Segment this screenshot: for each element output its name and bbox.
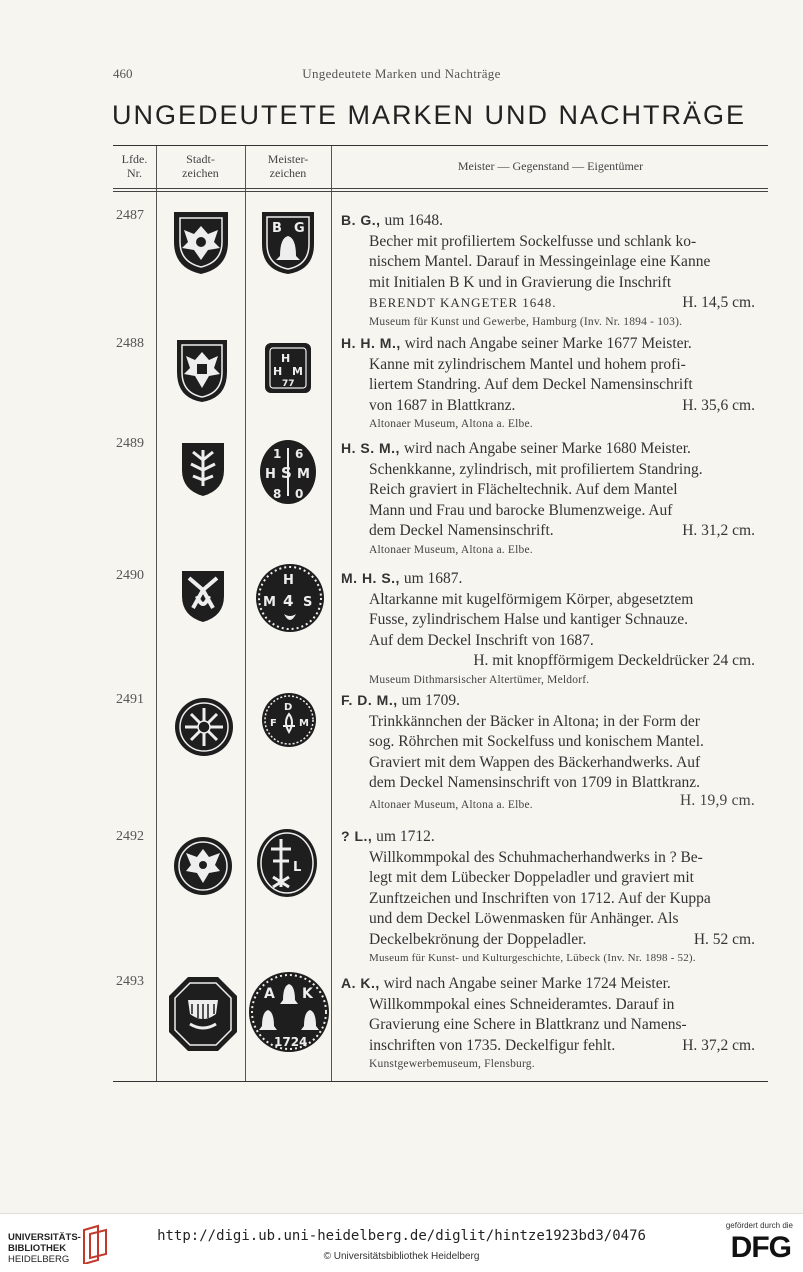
entry-number: 2490 [116, 568, 144, 583]
description-line: Reich graviert in Flächeltechnik. Auf dem Mantel [369, 481, 678, 498]
description-line: sog. Röhrchen mit Sockelfuss und konischem Mantel. [369, 733, 704, 750]
entry-date: um 1712. [372, 828, 435, 845]
entry-number: 2492 [116, 829, 144, 844]
dfg-note: gefördert durch die [725, 1221, 793, 1230]
header-master-line1: Meister- [267, 152, 309, 166]
entry-date: um 1687. [399, 570, 463, 587]
entry-number: 2491 [116, 692, 144, 707]
description-line: nischem Mantel. Darauf in Messingeinlage eine Kanne [369, 253, 711, 270]
column-divider [156, 146, 157, 1081]
svg-text:8: 8 [273, 487, 282, 501]
inscription: BERENDT KANGETER 1648. [369, 295, 557, 310]
entry-description [341, 973, 755, 1072]
master-initials: H. S. M., [341, 440, 400, 456]
svg-text:S: S [281, 464, 292, 482]
header-description: Meister — Gegenstand — Eigentümer [457, 159, 644, 173]
running-head [0, 62, 803, 86]
header-rule [113, 191, 768, 192]
description-line: Gravierung eine Schere in Blattkranz und Namens- [369, 1016, 687, 1033]
city-mark-eagle-round-icon [172, 835, 234, 897]
description-line: liertem Standring. Auf dem Deckel Namensinschrift [369, 376, 693, 393]
city-mark-eagle-icon [173, 336, 231, 404]
column-divider [331, 146, 332, 1081]
master-initials: ? L., [341, 828, 373, 844]
header-master-mark [245, 152, 331, 180]
height: H. 14,5 cm. [682, 294, 755, 311]
owner: Altonaer Museum, Altona a. Elbe. [369, 543, 533, 556]
entry-date: um 1709. [397, 692, 461, 709]
height: H. 35,6 cm. [682, 396, 755, 414]
entry-number: 2493 [116, 974, 144, 989]
header-city-mark [156, 152, 245, 180]
master-mark-hms-icon [253, 562, 327, 634]
marks-table [113, 145, 768, 1082]
entry-number: 2487 [116, 208, 144, 223]
logo-line3: HEIDELBERG [8, 1254, 70, 1265]
master-mark-ak-bells-icon [248, 970, 330, 1054]
svg-text:S: S [303, 595, 313, 610]
svg-text:M: M [292, 365, 303, 378]
header-city-line1: Stadt- [186, 152, 215, 166]
entry-date: wird nach Angabe seiner Marke 1724 Meister. [379, 975, 671, 992]
description-line: Fusse, zylindrischem Halse und kantiger Schnauze. [369, 611, 688, 628]
column-divider [245, 146, 246, 1081]
height: H. mit knopfförmigem Deckeldrücker 24 cm. [473, 652, 755, 669]
master-initials: F. D. M., [341, 692, 398, 708]
viewer-footer [0, 1213, 803, 1272]
entry-date: wird nach Angabe seiner Marke 1677 Meister. [400, 335, 692, 352]
svg-text:M: M [263, 595, 276, 610]
entry-description [341, 333, 755, 432]
svg-text:M: M [297, 467, 310, 482]
header-master-line2: zeichen [269, 166, 307, 180]
height: H. 31,2 cm. [682, 522, 755, 539]
master-initials: B. G., [341, 212, 381, 228]
description-line: Altarkanne mit kugelförmigem Körper, abgesetztem [369, 590, 694, 608]
owner: Kunstgewerbemuseum, Flensburg. [369, 1058, 535, 1070]
entry-description [341, 568, 755, 688]
owner: Altonaer Museum, Altona a. Elbe. [369, 798, 533, 811]
description-line: Mann und Frau und barocke Blumenzweige. Auf [369, 501, 673, 519]
description-line: und dem Deckel Löwenmasken für Anhänger. Als [369, 910, 679, 927]
master-initials: A. K., [341, 975, 380, 991]
city-mark-eagle-icon [170, 208, 232, 276]
svg-text:H: H [281, 352, 291, 365]
description-line: Auf dem Deckel Inschrift von 1687. [369, 631, 594, 649]
master-mark-hsm-icon [257, 438, 319, 506]
master-initials: M. H. S., [341, 570, 400, 586]
description-line: inschriften von 1735. Deckelfigur fehlt. [369, 1036, 616, 1054]
svg-text:K: K [302, 986, 313, 1002]
page-title: UNGEDEUTETE MARKEN UND NACHTRÄGE [112, 100, 747, 130]
description-line: Willkommpokal des Schuhmacherhandwerks in ? Be- [369, 848, 703, 866]
description-line: Kanne mit zylindrischem Mantel und hohem profi- [369, 355, 686, 373]
height: H. 37,2 cm. [682, 1036, 755, 1054]
master-mark-fdm-icon [261, 692, 317, 748]
description-line: Deckelbekrönung der Doppeladler. [369, 930, 587, 948]
owner: Museum Dithmarsischer Altertümer, Meldorf. [369, 673, 590, 686]
city-mark-octagon-icon [166, 974, 240, 1054]
svg-text:6: 6 [295, 447, 304, 461]
header-nr-line1: Lfde. [121, 152, 148, 166]
running-title: Ungedeutete Marken und Nachträge [302, 66, 501, 81]
description-line: Becher mit profiliertem Sockelfusse und schlank ko- [369, 232, 697, 250]
description-line: von 1687 in Blattkranz. [369, 396, 516, 414]
entry-description [341, 210, 755, 330]
description-line: dem Deckel Namensinschrift. [369, 522, 554, 539]
description-line: Schenkkanne, zylindrisch, mit profiliertem Standring. [369, 460, 703, 478]
owner: Museum für Kunst und Gewerbe, Hamburg (Inv. Nr. 1894 - 103). [369, 315, 683, 328]
master-mark-bell-icon [258, 208, 318, 276]
master-mark-cross-l-icon [255, 827, 319, 899]
height: H. 19,9 cm. [680, 791, 755, 809]
svg-text:M: M [299, 718, 309, 729]
description-line: Trinkkännchen der Bäcker in Altona; in der Form der [369, 712, 700, 730]
entry-number: 2489 [116, 436, 144, 451]
svg-text:L: L [293, 860, 302, 875]
svg-text:B: B [272, 221, 282, 236]
permalink-url[interactable]: http://digi.ub.uni-heidelberg.de/diglit/hintze1923bd3/0476 [157, 1228, 646, 1244]
description-line: mit Initialen B K und in Gravierung die Inschrift [369, 273, 672, 291]
svg-text:4: 4 [283, 592, 294, 610]
entry-description [341, 826, 755, 966]
logo-line2: BIBLIOTHEK [8, 1243, 67, 1254]
description-line: legt mit dem Lübecker Doppeladler und graviert mit [369, 869, 694, 886]
entry-date: um 1648. [380, 212, 443, 229]
entry-description [341, 438, 755, 558]
svg-text:G: G [294, 221, 305, 236]
copyright: © Universitätsbibliothek Heidelberg [323, 1251, 480, 1262]
height: H. 52 cm. [693, 930, 755, 948]
city-mark-plant-icon [179, 440, 227, 498]
description-line: Willkommpokal eines Schneideramtes. Darauf in [369, 995, 675, 1013]
svg-text:H: H [273, 365, 283, 378]
city-mark-nettle-icon [179, 568, 227, 624]
svg-text:D: D [284, 702, 293, 713]
dfg-logo[interactable]: DFG [730, 1231, 791, 1264]
header-nr-line2: Nr. [127, 166, 142, 180]
entry-date: wird nach Angabe seiner Marke 1680 Meister. [399, 440, 691, 457]
description-line: Zunftzeichen und Inschriften von 1712. Auf der Kuppa [369, 889, 711, 907]
header-rule [113, 188, 768, 189]
svg-text:1724: 1724 [274, 1035, 308, 1049]
svg-text:H: H [283, 573, 294, 588]
master-mark-hhm-icon [262, 340, 314, 396]
logo-line1: UNIVERSITÄTS- [8, 1232, 81, 1243]
description-line: dem Deckel Namensinschrift von 1709 in Blattkranz. [369, 774, 701, 791]
description-line: Graviert mit dem Wappen des Bäckerhandwerks. Auf [369, 753, 701, 771]
svg-text:A: A [264, 986, 275, 1002]
header-city-line2: zeichen [182, 166, 219, 180]
header-nr [113, 152, 156, 180]
svg-text:77: 77 [282, 379, 295, 389]
owner: Museum für Kunst- und Kulturgeschichte, Lübeck (Inv. Nr. 1898 - 52). [369, 952, 696, 964]
entry-description [341, 690, 755, 813]
city-mark-cross-icon [173, 696, 235, 758]
owner: Altonaer Museum, Altona a. Elbe. [369, 418, 533, 430]
master-initials: H. H. M., [341, 335, 401, 351]
svg-text:1: 1 [273, 447, 282, 461]
svg-text:F: F [270, 718, 277, 729]
svg-text:0: 0 [295, 487, 304, 501]
page-number: 460 [113, 66, 133, 81]
svg-text:H: H [265, 467, 276, 482]
entry-number: 2488 [116, 336, 144, 351]
